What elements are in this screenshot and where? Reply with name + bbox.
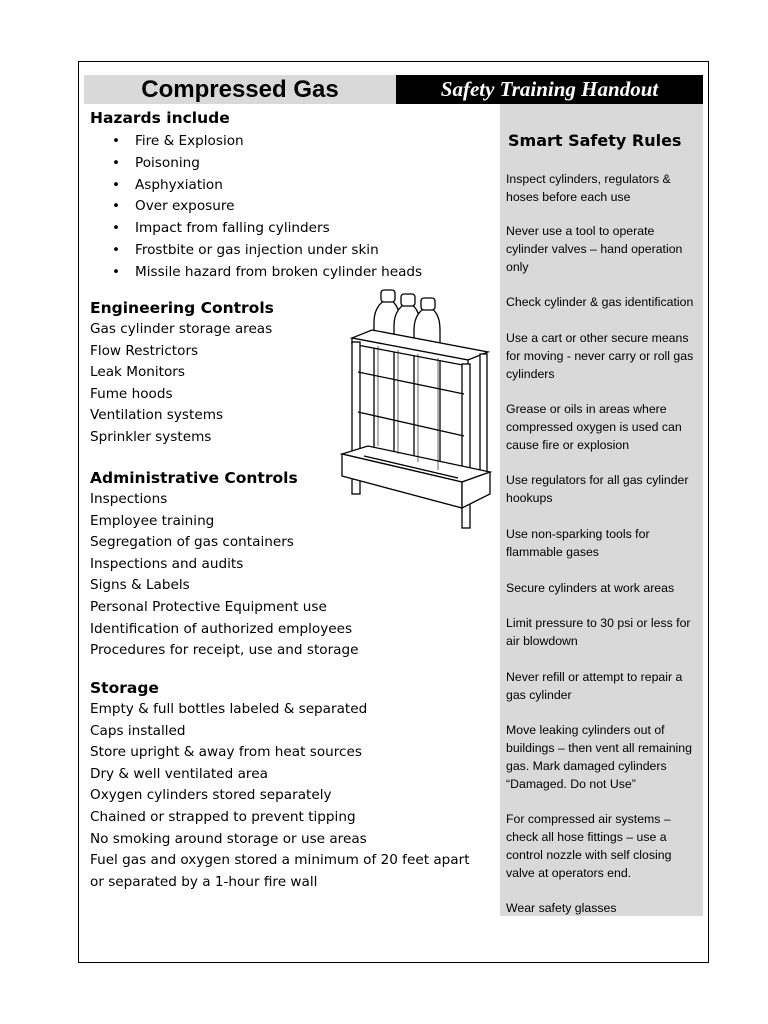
list-item: Dry & well ventilated area — [90, 765, 268, 782]
list-item: Flow Restrictors — [90, 342, 199, 359]
list-item: Oxygen cylinders stored separately — [90, 787, 332, 804]
storage-heading: Storage — [90, 679, 159, 697]
list-item: Procedures for receipt, use and storage — [90, 642, 359, 659]
safety-rule: Use a cart or other secure means for moving - never carry or roll gas cylinders — [506, 331, 694, 381]
list-item: • Poisoning — [135, 153, 490, 175]
list-item: Sprinkler systems — [90, 428, 212, 445]
list-item: Signs & Labels — [90, 577, 190, 594]
list-item: • Asphyxiation — [135, 175, 490, 197]
safety-rule: Grease or oils in areas where compressed oxygen is used can cause fire or explosion — [506, 402, 682, 452]
safety-rule: Never refill or attempt to repair a gas cylinder — [506, 670, 683, 702]
list-item: Fuel gas and oxygen stored a minimum of 20 feet apart — [90, 852, 470, 869]
list-item: • Frostbite or gas injection under skin — [135, 240, 490, 262]
list-item: Caps installed — [90, 722, 186, 739]
list-item: • Over exposure — [135, 196, 490, 218]
list-item: Empty & full bottles labeled & separated — [90, 701, 368, 717]
safety-rule: Limit pressure to 30 psi or less for air blowdown — [506, 616, 691, 648]
list-item: Gas cylinder storage areas — [90, 321, 273, 337]
list-item: Inspections — [90, 491, 168, 507]
gas-cylinder-rack-illustration — [338, 286, 496, 538]
list-item: Store upright & away from heat sources — [90, 744, 362, 761]
list-item: Identification of authorized employees — [90, 620, 353, 637]
list-item: Ventilation systems — [90, 407, 224, 424]
safety-rule: Never use a tool to operate cylinder valves – hand operation only — [506, 224, 683, 274]
list-item: Personal Protective Equipment use — [90, 598, 327, 615]
list-item: • Fire & Explosion — [135, 131, 490, 153]
page-subtitle: Safety Training Handout — [396, 75, 703, 104]
list-item: Chained or strapped to prevent tipping — [90, 808, 356, 825]
storage-section — [90, 677, 490, 893]
list-item: • Missile hazard from broken cylinder heads — [135, 262, 490, 284]
safety-rule: Use regulators for all gas cylinder hookups — [506, 473, 689, 505]
safety-rules-sidebar — [500, 104, 703, 916]
list-item: Employee training — [90, 512, 215, 529]
storage-list — [90, 699, 490, 893]
safety-rule: Secure cylinders at work areas — [506, 581, 675, 595]
safety-rule: Move leaking cylinders out of buildings – then vent all remaining gas. Mark damaged cylinders “Damaged. Do not Use” — [506, 723, 692, 791]
safety-rule: Check cylinder & gas identification — [506, 295, 694, 309]
administrative-heading: Administrative Controls — [90, 469, 298, 487]
list-item: Segregation of gas containers — [90, 534, 294, 551]
list-item: Leak Monitors — [90, 364, 185, 381]
engineering-heading: Engineering Controls — [90, 299, 274, 317]
safety-rule: Inspect cylinders, regulators & hoses before each use — [506, 172, 671, 204]
safety-rule: Wear safety glasses — [506, 901, 617, 915]
safety-rule: Use non-sparking tools for flammable gases — [506, 527, 650, 559]
list-item: • Impact from falling cylinders — [135, 218, 490, 240]
list-item: No smoking around storage or use areas — [90, 830, 367, 847]
safety-rule: For compressed air systems – check all hose fittings – use a control nozzle with self closing valve at operators end. — [506, 812, 672, 880]
page-title: Compressed Gas — [84, 75, 396, 104]
list-item: or separated by a 1-hour fire wall — [90, 873, 318, 890]
safety-rules-heading: Smart Safety Rules — [508, 131, 682, 150]
hazards-heading: Hazards include — [90, 109, 230, 127]
list-item: Fume hoods — [90, 385, 173, 402]
list-item: Inspections and audits — [90, 555, 244, 572]
hazards-section — [90, 107, 490, 284]
hazards-list — [90, 131, 490, 284]
